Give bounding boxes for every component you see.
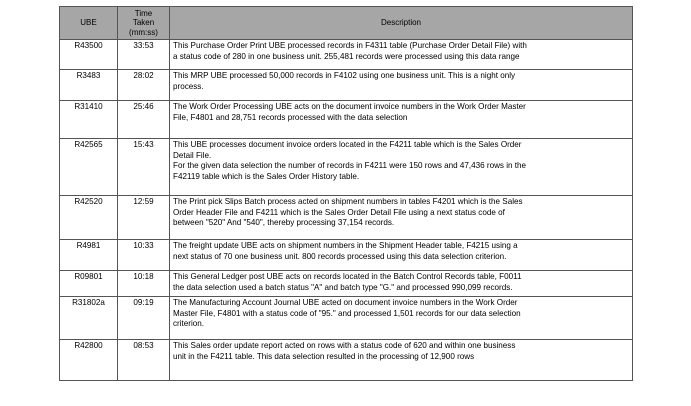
- description-line: This UBE processes document invoice orders located in the F4211 table which is the Sales Order: [173, 140, 522, 149]
- description-line: The Manufacturing Account Journal UBE acted on document invoice numbers in the Work Order: [173, 298, 518, 307]
- cell-time: 08:53: [118, 340, 170, 381]
- cell-description: [170, 340, 633, 381]
- description-line: Order Header File and F4211 which is the Sales Order Detail File using a next status code of: [173, 207, 505, 217]
- description-line: This MRP UBE processed 50,000 records in F4102 using one business unit. This is a night only: [173, 71, 516, 80]
- description-line: Master File, F4801 with a status code of "95." and processed 1,501 records for our data selection: [173, 308, 521, 318]
- description-line: process.: [173, 81, 204, 91]
- header-row: [60, 7, 633, 40]
- cell-time: 15:43: [118, 139, 170, 196]
- table-row: [60, 271, 633, 297]
- cell-time: 10:18: [118, 271, 170, 297]
- cell-time: 25:46: [118, 101, 170, 139]
- description-line: unit in the F4211 table. This data selection resulted in the processing of 12,900 rows: [173, 351, 475, 361]
- cell-ube: R31410: [60, 101, 118, 139]
- header-ube: UBE: [60, 7, 118, 40]
- table-row: [60, 196, 633, 240]
- table-row: [60, 70, 633, 101]
- cell-time: 10:33: [118, 240, 170, 271]
- cell-description: [170, 271, 633, 297]
- description-line: between "520" And "540", thereby processing 37,154 records.: [173, 218, 395, 228]
- description-line: next status of 70 one business unit. 800 records processed using this data selection criterion.: [173, 251, 507, 261]
- cell-time: 12:59: [118, 196, 170, 240]
- table-row: [60, 297, 633, 340]
- cell-ube: R31802a: [60, 297, 118, 340]
- description-line: F42119 table which is the Sales Order History table.: [173, 171, 360, 181]
- cell-description: [170, 70, 633, 101]
- cell-description: [170, 139, 633, 196]
- cell-ube: R3483: [60, 70, 118, 101]
- description-line: The freight update UBE acts on shipment numbers in the Shipment Header table, F4215 using a: [173, 241, 518, 250]
- description-line: a status code of 280 in one business unit. 255,481 records were processed using this data range: [173, 51, 520, 61]
- cell-time: 09:19: [118, 297, 170, 340]
- cell-ube: R42565: [60, 139, 118, 196]
- cell-time: 28:02: [118, 70, 170, 101]
- cell-ube: R42800: [60, 340, 118, 381]
- cell-ube: R43500: [60, 40, 118, 70]
- header-time-line: (mm:ss): [129, 27, 158, 37]
- cell-ube: R09801: [60, 271, 118, 297]
- ube-performance-table: [59, 6, 633, 381]
- table-row: [60, 139, 633, 196]
- description-line: This Sales order update report acted on rows with a status code of 620 and within one business: [173, 341, 516, 350]
- cell-time: 33:53: [118, 40, 170, 70]
- table-row: [60, 101, 633, 139]
- description-line: the data selection used a batch status "A" and batch type "G." and processed 990,099 records.: [173, 282, 513, 292]
- description-line: The Work Order Processing UBE acts on the document invoice numbers in the Work Order Master: [173, 102, 526, 111]
- cell-ube: R4981: [60, 240, 118, 271]
- description-line: For the given data selection the number of records in F4211 were 150 rows and 47,436 rows in the: [173, 161, 527, 171]
- cell-description: [170, 240, 633, 271]
- description-line: This General Ledger post UBE acts on records located in the Batch Control Records table, F0011: [173, 272, 522, 281]
- cell-ube: R42520: [60, 196, 118, 240]
- header-time-line: Taken: [132, 18, 155, 28]
- header-time-line: Time: [134, 8, 153, 18]
- header-time-taken: [118, 7, 170, 40]
- cell-description: [170, 40, 633, 70]
- description-line: Detail File.: [173, 150, 212, 160]
- cell-description: [170, 196, 633, 240]
- description-line: This Purchase Order Print UBE processed records in F4311 table (Purchase Order Detail File) with: [173, 41, 527, 50]
- description-line: The Print pick Slips Batch process acted on shipment numbers in tables F4201 which is the Sales: [173, 197, 523, 206]
- description-line: File, F4801 and 28,751 records processed with the data selection: [173, 112, 408, 122]
- table-row: [60, 240, 633, 271]
- table-row: [60, 340, 633, 381]
- header-description: Description: [170, 7, 633, 40]
- cell-description: [170, 297, 633, 340]
- description-line: criterion.: [173, 319, 205, 329]
- cell-description: [170, 101, 633, 139]
- table-row: [60, 40, 633, 70]
